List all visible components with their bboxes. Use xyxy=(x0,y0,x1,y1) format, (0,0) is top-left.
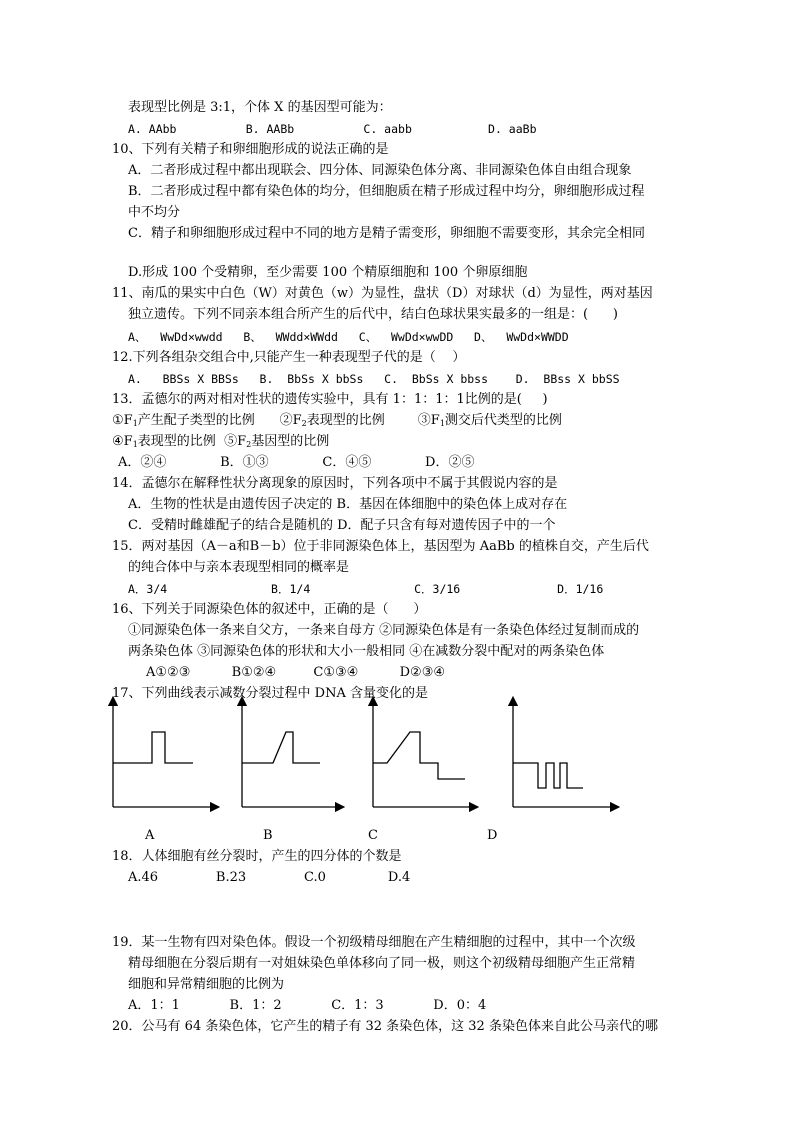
q16-stem: 16、下列关于同源染色体的叙述中，正确的是（ ） xyxy=(112,602,427,617)
graph-label-d: D xyxy=(487,828,498,843)
graph-label-b: B xyxy=(263,828,273,843)
q16-items-line2: 两条染色体 ③同源染色体的形状和大小一般相同 ④在减数分裂中配对的两条染色体 xyxy=(128,644,605,659)
q15-options: A．3/4 B．1/4 C．3/16 D．1/16 xyxy=(128,582,604,596)
q15-stem-cont: 的纯合体中与亲本表现型相同的概率是 xyxy=(128,560,350,575)
q10-option-b: B．二者形成过程中都有染色体的均分，但细胞质在精子形成过程中均分，卵细胞形成过程 xyxy=(128,184,645,199)
q13-items-line1: $①F_1$产生配子类型的比例 $②F_2$表现型的比例 $③F_1$测交后代类型的比例 xyxy=(112,413,562,428)
q14-stem: 14．孟德尔在解释性状分离现象的原因时，下列各项中不属于其假说内容的是 xyxy=(112,476,558,491)
q13-items-line2: $④F_1$表现型的比例 $⑤F_2$基因型的比例 xyxy=(112,434,330,449)
q18-options: A.46 B.23 C.0 D.4 xyxy=(128,870,411,885)
q10-option-d: D.形成 100 个受精卵，至少需要 100 个精原细胞和 100 个卵原细胞 xyxy=(128,265,528,280)
q10-option-b-cont: 中不均分 xyxy=(128,205,181,220)
q9-options: A. AAbb B. AABb C. aabb D. aaBb xyxy=(128,122,537,136)
q14-options-cd: C．受精时雌雄配子的结合是随机的 D．配子只含有每对遗传因子中的一个 xyxy=(128,518,556,533)
q19-stem-cont2: 细胞和异常精细胞的比例为 xyxy=(128,977,285,992)
q11-stem-cont: 独立遗传。下列不同亲本组合所产生的后代中，结白色球状果实最多的一组是：( ) xyxy=(128,307,618,322)
q9-stem-tail: 表现型比例是 3:1，个体 X 的基因型可能为： xyxy=(128,100,392,115)
graph-d xyxy=(513,701,615,807)
graph-b xyxy=(242,701,340,807)
graph-c xyxy=(373,701,474,807)
q16-items-line1: ①同源染色体一条来自父方，一条来自母方 ②同源染色体是有一条染色体经过复制而成的 xyxy=(128,623,640,638)
q10-option-a: A．二者形成过程中都出现联会、四分体、同源染色体分离、非同源染色体自由组合现象 xyxy=(128,163,632,178)
q13-stem: 13．孟德尔的两对相对性状的遗传实验中，具有 1：1：1：1比例的是( ) xyxy=(112,392,548,407)
q19-options: A．1：1 B．1：2 C．1：3 D．0：4 xyxy=(128,998,487,1013)
q15-stem: 15．两对基因（A－a和B－b）位于非同源染色体上，基因型为 AaBb 的植株自交，产生后代 xyxy=(112,539,649,554)
q12-options: A. BBSs X BBSs B. BbSs X bbSs C. BbSs X bbss D. BBss X bbSS xyxy=(128,372,620,386)
q20-stem: 20．公马有 64 条染色体，它产生的精子有 32 条染色体，这 32 条染色体来自此公马亲代的哪 xyxy=(112,1019,658,1034)
dna-content-graphs xyxy=(100,695,640,820)
q17-stem: 17、下列曲线表示减数分裂过程中 DNA 含量变化的是 xyxy=(112,686,428,701)
q10-stem: 10、下列有关精子和卵细胞形成的说法正确的是 xyxy=(112,142,389,157)
q10-option-c: C．精子和卵细胞形成过程中不同的地方是精子需变形，卵细胞不需要变形，其余完全相同 xyxy=(128,226,645,241)
q19-stem-cont1: 精母细胞在分裂后期有一对姐妹染色单体移向了同一极，则这个初级精母细胞产生正常精 xyxy=(128,956,636,971)
q11-stem: 11、南瓜的果实中白色（W）对黄色（w）为显性，盘状（D）对球状（d）为显性，两对基因 xyxy=(112,286,653,301)
q16-options: A①②③ B①②④ C①③④ D②③④ xyxy=(146,665,445,680)
q12-stem: 12.下列各组杂交组合中,只能产生一种表现型子代的是（ ） xyxy=(112,350,466,365)
q19-stem: 19．某一生物有四对染色体。假设一个初级精母细胞在产生精细胞的过程中，其中一个次级 xyxy=(112,935,636,950)
graph-a xyxy=(113,701,215,807)
q18-stem: 18．人体细胞有丝分裂时，产生的四分体的个数是 xyxy=(112,849,402,864)
q14-options-ab: A．生物的性状是由遗传因子决定的 B．基因在体细胞中的染色体上成对存在 xyxy=(128,497,568,512)
graph-label-a: A xyxy=(145,828,155,843)
graph-label-c: C xyxy=(368,828,378,843)
q11-options: A、 WwDd×wwdd B、 WWdd×WWdd C、 WwDd×wwDD D、 WwDd×WWDD xyxy=(128,330,569,344)
q13-options: A．②④ B．①③ C．④⑤ D．②⑤ xyxy=(118,455,475,470)
